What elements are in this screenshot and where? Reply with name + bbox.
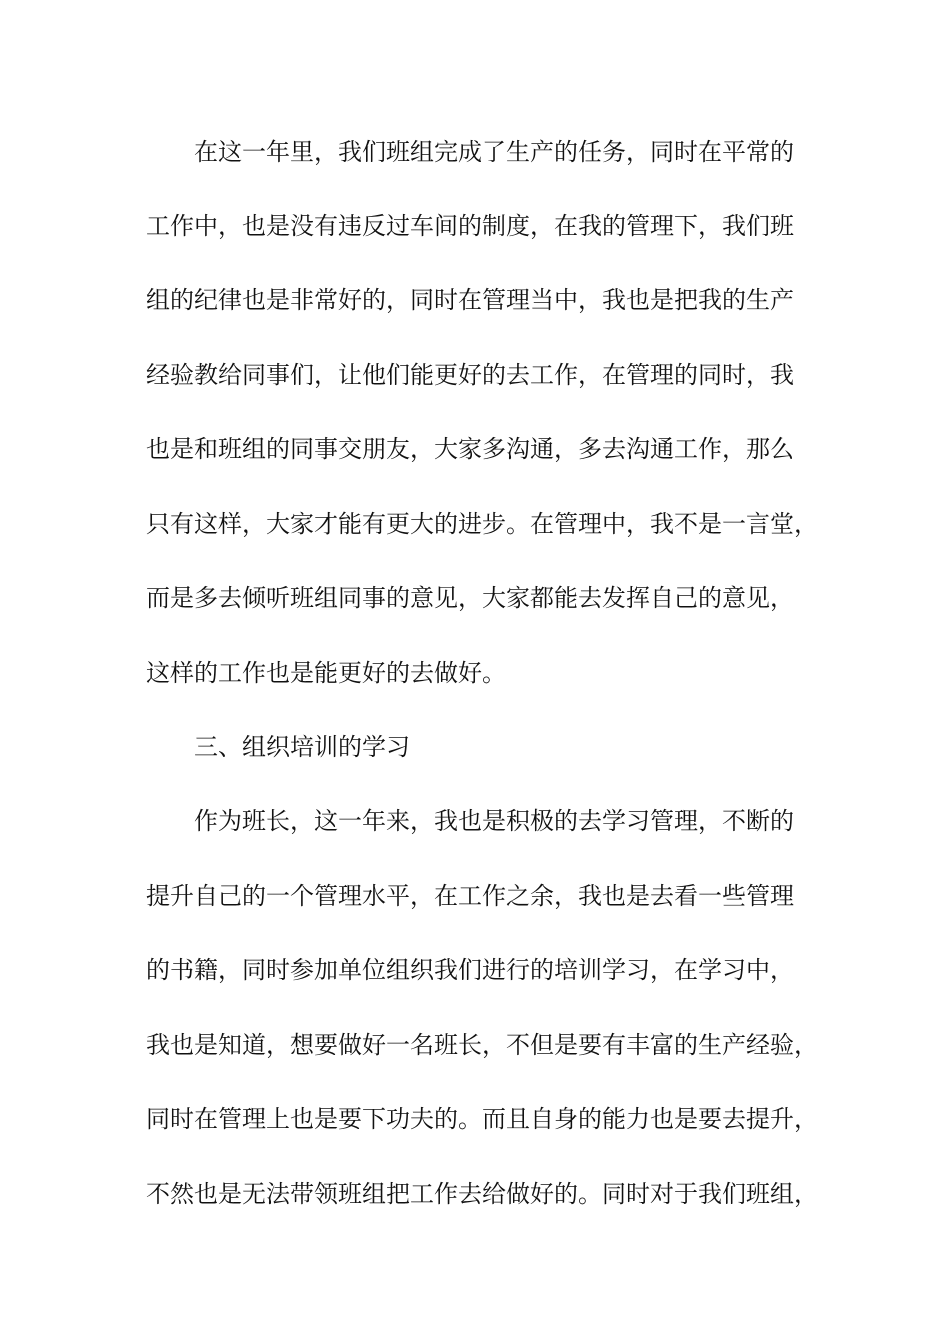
- paragraph-1-line-5: 也是和班组的同事交朋友，大家多沟通，多去沟通工作，那么: [146, 435, 794, 463]
- section-heading: 三、组织培训的学习: [194, 733, 410, 761]
- paragraph-1-line-6: 只有这样，大家才能有更大的进步。在管理中，我不是一言堂，: [146, 510, 818, 538]
- paragraph-2-line-6: 不然也是无法带领班组把工作去给做好的。同时对于我们班组，: [146, 1180, 818, 1208]
- paragraph-1-line-8: 这样的工作也是能更好的去做好。: [146, 659, 506, 687]
- paragraph-2-line-4: 我也是知道，想要做好一名班长，不但是要有丰富的生产经验，: [146, 1031, 818, 1059]
- paragraph-1-line-4: 经验教给同事们，让他们能更好的去工作，在管理的同时，我: [146, 361, 794, 389]
- paragraph-1-line-7: 而是多去倾听班组同事的意见，大家都能去发挥自己的意见，: [146, 584, 794, 612]
- paragraph-2-line-3: 的书籍，同时参加单位组织我们进行的培训学习，在学习中，: [146, 956, 794, 984]
- paragraph-1-line-1: 在这一年里，我们班组完成了生产的任务，同时在平常的: [194, 138, 794, 166]
- paragraph-1-line-3: 组的纪律也是非常好的，同时在管理当中，我也是把我的生产: [146, 286, 794, 314]
- paragraph-2-line-5: 同时在管理上也是要下功夫的。而且自身的能力也是要去提升，: [146, 1105, 818, 1133]
- paragraph-2-line-2: 提升自己的一个管理水平，在工作之余，我也是去看一些管理: [146, 882, 794, 910]
- paragraph-2-line-1: 作为班长，这一年来，我也是积极的去学习管理，不断的: [194, 807, 794, 835]
- paragraph-1-line-2: 工作中，也是没有违反过车间的制度，在我的管理下，我们班: [146, 212, 794, 240]
